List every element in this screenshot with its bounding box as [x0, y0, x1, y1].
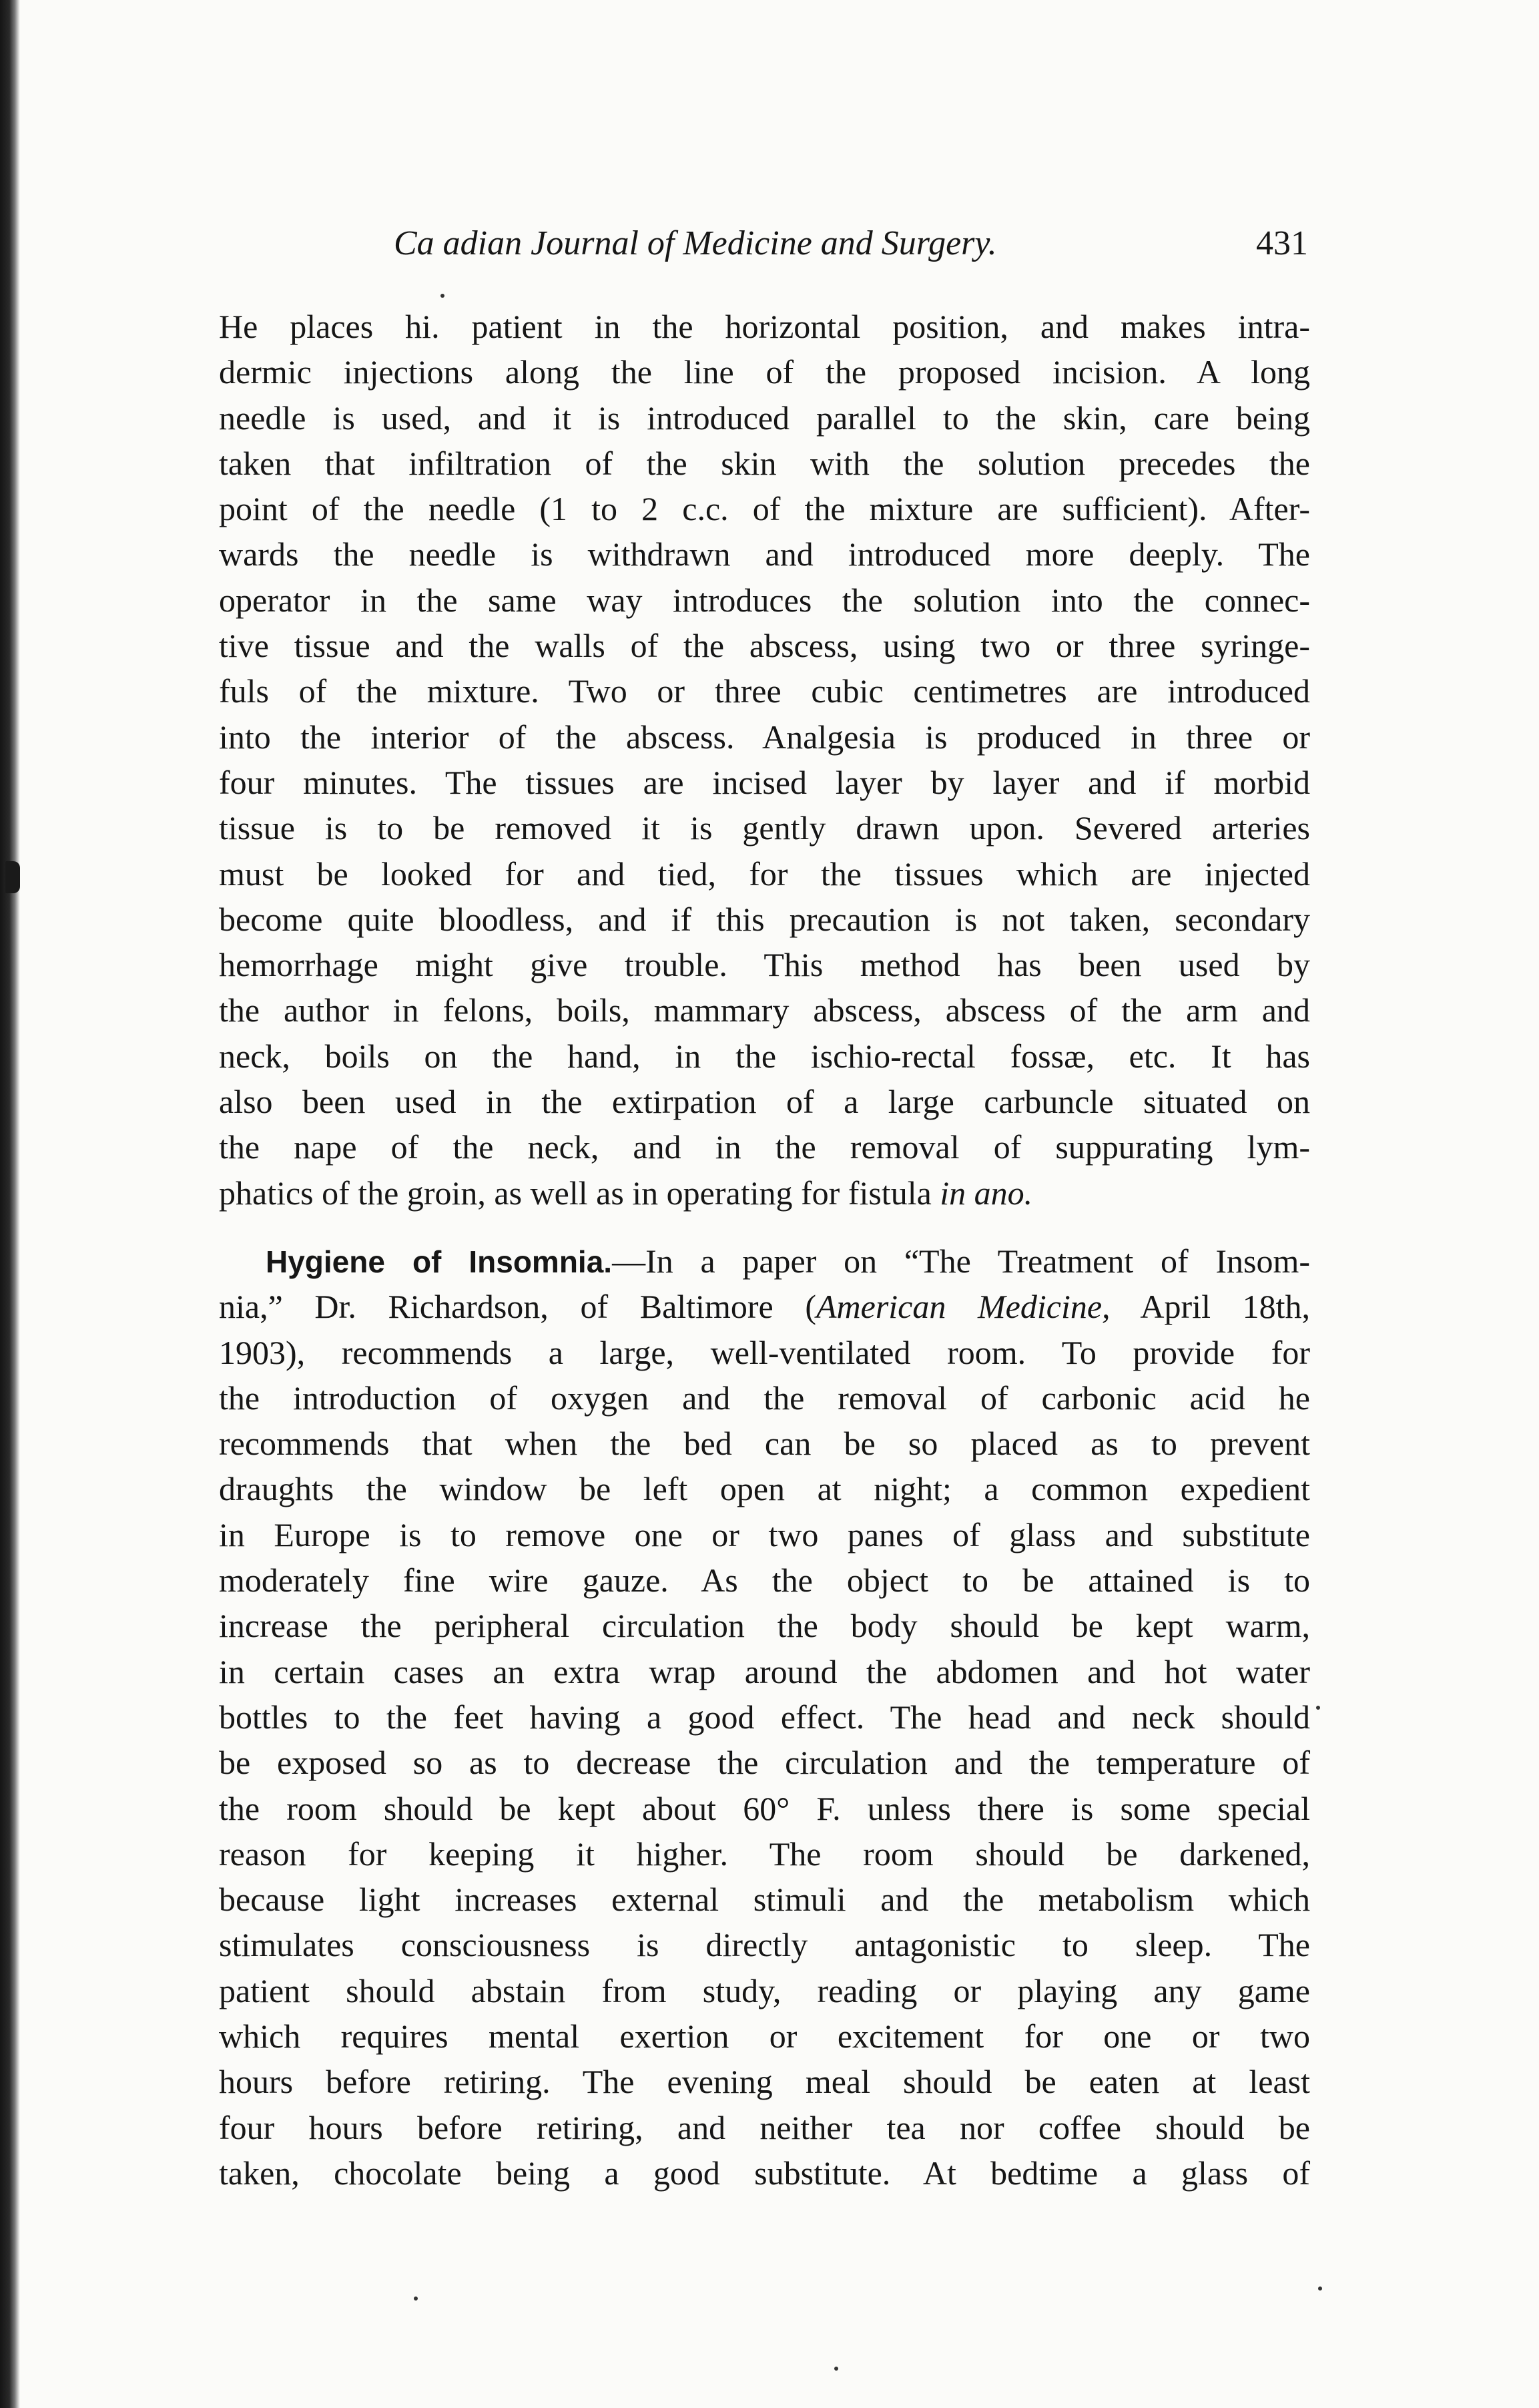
text-line: needle is used, and it is introduced parallel to the skin, care being	[219, 399, 1310, 437]
paragraph-hygiene-of-insomnia	[219, 1238, 1310, 2196]
text-line: the nape of the neck, and in the removal of suppurating lym-	[219, 1128, 1310, 1166]
text-line: hemorrhage might give trouble. This method has been used by	[219, 946, 1310, 984]
text-line: four minutes. The tissues are incised layer by layer and if morbid	[219, 763, 1310, 801]
text-line: wards the needle is withdrawn and introduced more deeply. The	[219, 535, 1310, 573]
binding-mark	[5, 861, 20, 893]
text-line: in certain cases an extra wrap around the abdomen and hot water	[219, 1652, 1310, 1690]
text-line-citation	[219, 1284, 1310, 1329]
text-line: hours before retiring. The evening meal should be eaten at least	[219, 2063, 1310, 2101]
scan-speck	[834, 2367, 838, 2371]
citation-end: April 18th,	[1110, 1288, 1310, 1326]
text-line: the room should be kept about 60° F. unless there is some special	[219, 1789, 1310, 1827]
journal-title: Ca adian Journal of Medicine and Surgery.	[394, 224, 997, 262]
scan-speck	[440, 294, 444, 298]
text-line: the introduction of oxygen and the removal of carbonic acid he	[219, 1379, 1310, 1417]
text-line: reason for keeping it higher. The room should be darkened,	[219, 1835, 1310, 1873]
page-number: 431	[1256, 224, 1308, 262]
text-line: operator in the same way introduces the solution into the connec-	[219, 581, 1310, 619]
italic-phrase: in ano.	[940, 1174, 1033, 1212]
text-line: patient should abstain from study, reading or playing any game	[219, 1971, 1310, 2009]
text-line: tissue is to be removed it is gently drawn upon. Severed arteries	[219, 809, 1310, 847]
text-line: in Europe is to remove one or two panes of glass and substitute	[219, 1515, 1310, 1553]
text-line-first	[219, 1238, 1310, 1284]
text-line: He places hi. patient in the horizontal position, and makes intra-	[219, 308, 1310, 345]
text-line: fuls of the mixture. Two or three cubic centimetres are introduced	[219, 672, 1310, 710]
text-line: taken that infiltration of the skin with the solution precedes the	[219, 444, 1310, 482]
text-line: recommends that when the bed can be so placed as to prevent	[219, 1425, 1310, 1463]
text-line: 1903), recommends a large, well-ventilated room. To provide for	[219, 1333, 1310, 1371]
text-line: become quite bloodless, and if this precaution is not taken, secondary	[219, 900, 1310, 938]
text-line: taken, chocolate being a good substitute. At bedtime a glass of	[219, 2154, 1310, 2192]
text-line-last	[219, 1170, 1310, 1216]
paragraph-local-anesthesia	[219, 304, 1310, 1216]
text-line: tive tissue and the walls of the abscess, using two or three syringe-	[219, 627, 1310, 665]
text-line: dermic injections along the line of the proposed incision. A long	[219, 353, 1310, 391]
citation-journal: American Medicine,	[816, 1288, 1111, 1326]
text-line: be exposed so as to decrease the circulation and the temperature of	[219, 1744, 1310, 1782]
text-line: point of the needle (1 to 2 c.c. of the mixture are sufficient). After-	[219, 490, 1310, 528]
text-line: into the interior of the abscess. Analgesia is produced in three or	[219, 718, 1310, 756]
text-line: four hours before retiring, and neither tea nor coffee should be	[219, 2108, 1310, 2146]
text-line: stimulates consciousness is directly antagonistic to sleep. The	[219, 1926, 1310, 1964]
citation-start: nia,” Dr. Richardson, of Baltimore (	[219, 1288, 816, 1326]
running-head	[374, 224, 1308, 270]
first-line-rest: —In a paper on “The Treatment of Insom-	[612, 1242, 1310, 1280]
scan-speck	[414, 2297, 418, 2301]
section-heading: Hygiene of Insomnia.	[266, 1244, 613, 1279]
scan-speck	[1316, 1706, 1320, 1710]
text-line: which requires mental exertion or excitement for one or two	[219, 2017, 1310, 2055]
text-line: bottles to the feet having a good effect. The head and neck should	[219, 1698, 1310, 1736]
scan-speck	[1318, 2286, 1322, 2291]
text-line: must be looked for and tied, for the tissues which are injected	[219, 855, 1310, 893]
last-line-text: phatics of the groin, as well as in operating for fistula	[219, 1174, 932, 1212]
body-text	[219, 304, 1310, 2196]
text-line: moderately fine wire gauze. As the object to be attained is to	[219, 1561, 1310, 1600]
text-line: increase the peripheral circulation the body should be kept warm,	[219, 1607, 1310, 1645]
text-line: the author in felons, boils, mammary abscess, abscess of the arm and	[219, 991, 1310, 1029]
text-line: draughts the window be left open at night; a common expedient	[219, 1470, 1310, 1508]
text-line: neck, boils on the hand, in the ischio-rectal fossæ, etc. It has	[219, 1037, 1310, 1075]
text-line: because light increases external stimuli and the metabolism which	[219, 1881, 1310, 1919]
text-line: also been used in the extirpation of a large carbuncle situated on	[219, 1083, 1310, 1121]
binding-shadow	[0, 0, 20, 2408]
